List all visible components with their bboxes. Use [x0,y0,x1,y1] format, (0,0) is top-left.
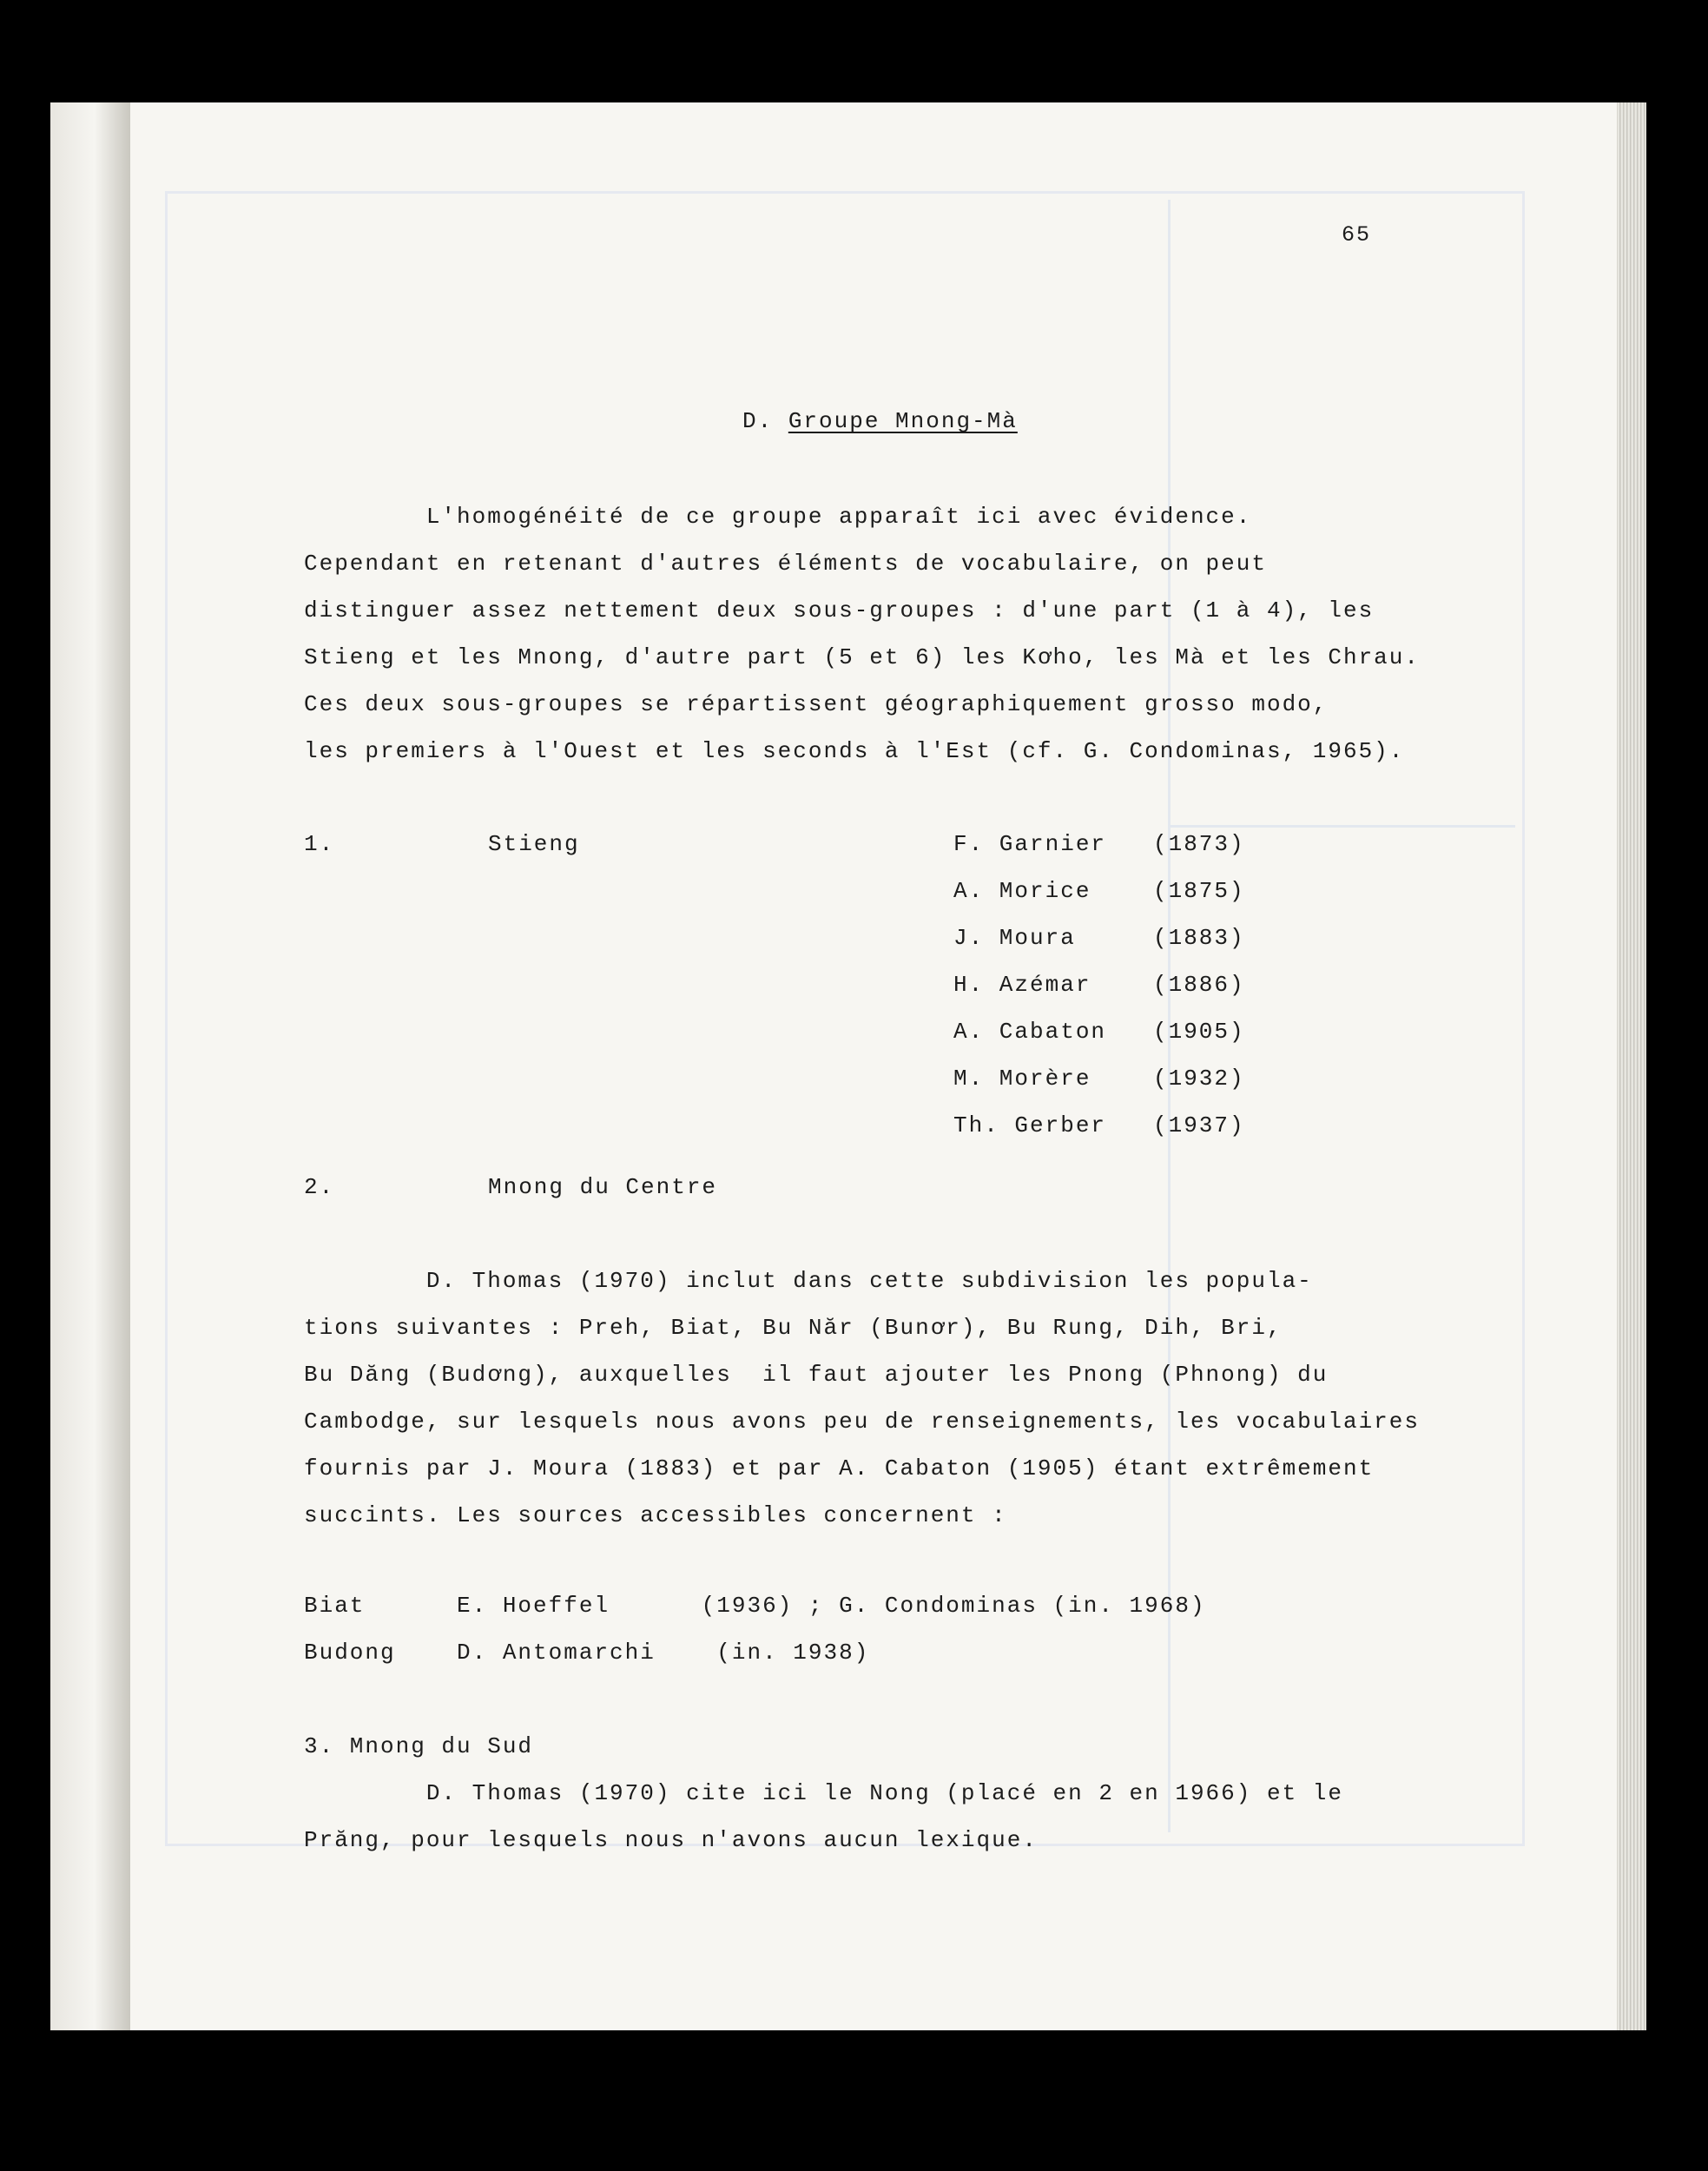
section2-number: 2. [304,1174,335,1200]
intro-line: distinguer assez nettement deux sous-groupes : d'une part (1 à 4), les [304,597,1375,624]
section3-title: 3. Mnong du Sud [304,1733,534,1759]
source-year: (1932) [1153,1066,1245,1092]
heading-prefix: D. [742,408,788,434]
section3-line: D. Thomas (1970) cite ici le Nong (placé en 2 en 1966) et le [304,1780,1343,1806]
source-year: (1875) [1153,878,1245,904]
intro-line: Cependant en retenant d'autres éléments de vocabulaire, on peut [304,551,1267,577]
page-number: 65 [1342,222,1372,247]
section2-line: Cambodge, sur lesquels nous avons peu de renseignements, les vocabulaires [304,1409,1420,1435]
section2-source-line: Biat E. Hoeffel (1936) ; G. Condominas (in. 1968) [304,1593,1206,1619]
source-author: Th. Gerber [953,1112,1107,1138]
show-through-line-vertical [1168,200,1171,1832]
section2-line: fournis par J. Moura (1883) et par A. Cabaton (1905) étant extrêmement [304,1455,1375,1481]
source-author: J. Moura [953,925,1076,951]
source-year: (1886) [1153,972,1245,998]
intro-line: Stieng et les Mnong, d'autre part (5 et 6) les Kơho, les Mà et les Chrau. [304,644,1420,670]
intro-line: L'homogénéité de ce groupe apparaît ici avec évidence. [304,504,1252,530]
source-year: (1937) [1153,1112,1245,1138]
section1-number: 1. [304,831,335,857]
section2-line: D. Thomas (1970) inclut dans cette subdivision les popula- [304,1268,1313,1294]
section2-source-line: Budong D. Antomarchi (in. 1938) [304,1640,870,1666]
source-author: M. Morère [953,1066,1091,1092]
intro-line: Ces deux sous-groupes se répartissent géographiquement grosso modo, [304,691,1329,717]
intro-line: les premiers à l'Ouest et les seconds à l'Est (cf. G. Condominas, 1965). [304,738,1405,764]
heading-title: Groupe Mnong-Mà [788,408,1018,434]
left-page-edge [50,102,130,2030]
source-year: (1883) [1153,925,1245,951]
section-heading [742,408,1018,434]
section2-line: Bu Dăng (Budơng), auxquelles il faut ajouter les Pnong (Phnong) du [304,1362,1329,1388]
source-year: (1873) [1153,831,1245,857]
section3-line: Prăng, pour lesquels nous n'avons aucun lexique. [304,1827,1038,1853]
show-through-line-horizontal [1168,825,1515,828]
source-author: A. Cabaton [953,1019,1107,1045]
source-year: (1905) [1153,1019,1245,1045]
page-stack-edge [1617,102,1646,2030]
source-author: A. Morice [953,878,1091,904]
source-author: H. Azémar [953,972,1091,998]
source-author: F. Garnier [953,831,1107,857]
section2-line: tions suivantes : Preh, Biat, Bu Năr (Bunơr), Bu Rung, Dih, Bri, [304,1315,1283,1341]
section1-name: Stieng [488,831,580,857]
section2-name: Mnong du Centre [488,1174,718,1200]
section2-line: succints. Les sources accessibles concernent : [304,1502,1007,1528]
